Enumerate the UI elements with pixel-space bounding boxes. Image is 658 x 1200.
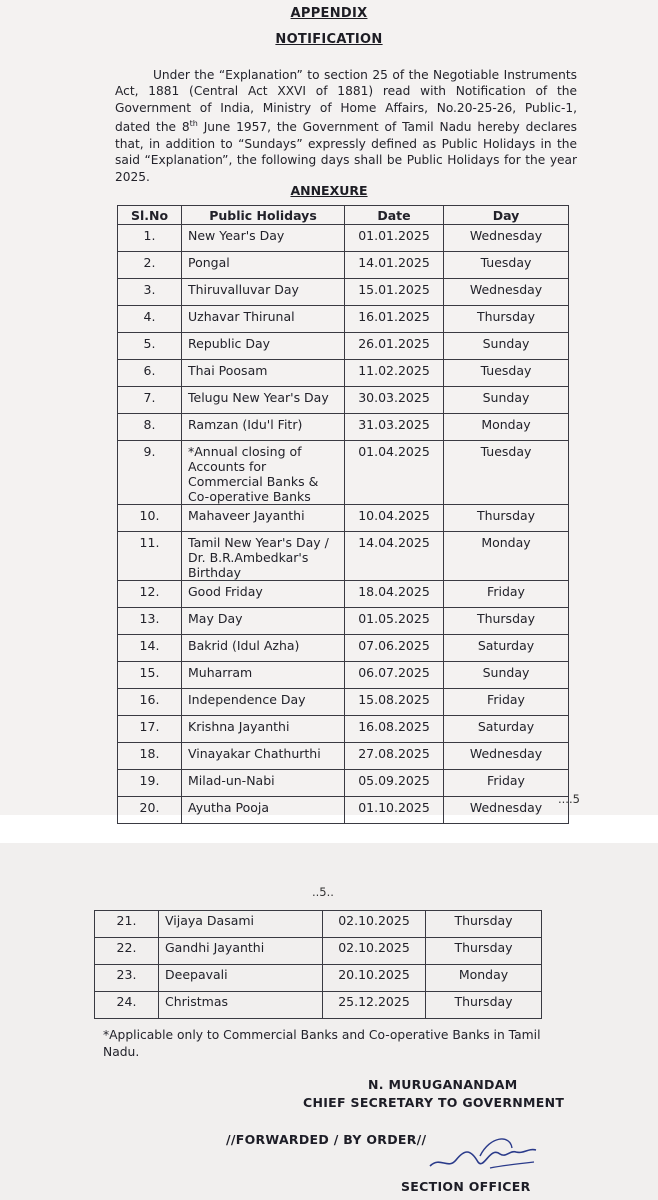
cell-holiday-name: Ramzan (Idu'l Fitr) [182, 414, 345, 441]
table-row [118, 387, 569, 414]
cell-sl-no: 14. [118, 635, 182, 662]
cell-holiday-name: Independence Day [182, 689, 345, 716]
cell-holiday-name: Krishna Jayanthi [182, 716, 345, 743]
cell-day: Monday [426, 965, 542, 992]
header-day: Day [444, 206, 569, 225]
cell-sl-no: 6. [118, 360, 182, 387]
cell-date: 15.01.2025 [345, 279, 444, 306]
table-row [118, 797, 569, 824]
cell-holiday-name: Pongal [182, 252, 345, 279]
table-row [118, 360, 569, 387]
table-row [118, 441, 569, 505]
holidays-table-page-2 [94, 910, 542, 1019]
signatory-title: CHIEF SECRETARY TO GOVERNMENT [303, 1095, 565, 1110]
cell-sl-no: 15. [118, 662, 182, 689]
table-row [118, 770, 569, 797]
cell-sl-no: 1. [118, 225, 182, 252]
footnote: *Applicable only to Commercial Banks and Co-operative Banks in Tamil Nadu. [103, 1028, 541, 1059]
cell-date: 26.01.2025 [345, 333, 444, 360]
cell-date: 27.08.2025 [345, 743, 444, 770]
annexure-heading: ANNEXURE [290, 183, 368, 198]
cell-day: Sunday [444, 387, 569, 414]
cell-date: 02.10.2025 [323, 911, 426, 938]
cell-day: Tuesday [444, 252, 569, 279]
cell-date: 02.10.2025 [323, 938, 426, 965]
cell-date: 07.06.2025 [345, 635, 444, 662]
cell-holiday-name: Tamil New Year's Day / Dr. B.R.Ambedkar's Birthday [182, 532, 345, 581]
cell-sl-no: 20. [118, 797, 182, 824]
table-row [118, 662, 569, 689]
header-sl-no: Sl.No [118, 206, 182, 225]
cell-date: 16.08.2025 [345, 716, 444, 743]
cell-sl-no: 18. [118, 743, 182, 770]
cell-date: 25.12.2025 [323, 992, 426, 1019]
cell-sl-no: 2. [118, 252, 182, 279]
cell-holiday-name: Ayutha Pooja [182, 797, 345, 824]
table-row [118, 306, 569, 333]
cell-day: Wednesday [444, 279, 569, 306]
table-row [118, 252, 569, 279]
cell-holiday-name: Good Friday [182, 581, 345, 608]
forwarded-by-order: //FORWARDED / BY ORDER// [226, 1132, 427, 1147]
cell-date: 15.08.2025 [345, 689, 444, 716]
table-row [118, 608, 569, 635]
cell-sl-no: 16. [118, 689, 182, 716]
table-row [118, 635, 569, 662]
cell-holiday-name: *Annual closing of Accounts for Commercial Banks & Co-operative Banks [182, 441, 345, 505]
table-row [118, 689, 569, 716]
table-row [95, 992, 542, 1019]
cell-date: 10.04.2025 [345, 505, 444, 532]
cell-day: Tuesday [444, 360, 569, 387]
notification-heading: NOTIFICATION [275, 32, 383, 47]
table-row [95, 911, 542, 938]
table-row [118, 279, 569, 306]
cell-date: 20.10.2025 [323, 965, 426, 992]
holidays-table-page-1 [117, 205, 569, 824]
cell-holiday-name: New Year's Day [182, 225, 345, 252]
cell-holiday-name: Vinayakar Chathurthi [182, 743, 345, 770]
cell-day: Thursday [426, 911, 542, 938]
cell-day: Thursday [444, 306, 569, 333]
table-row [118, 581, 569, 608]
table-row [118, 716, 569, 743]
cell-day: Thursday [426, 938, 542, 965]
cell-day: Friday [444, 581, 569, 608]
cell-day: Friday [444, 770, 569, 797]
notification-paragraph: Under the “Explanation” to section 25 of the Negotiable Instruments Act, 1881 (Central Act XXVI of 1881) read with Notification of the Government of India, Ministry of Home Affairs, No.20-25-26, Public-1, dated the 8th June 1957, the Government of Tamil Nadu hereby declares that, in addition to “Sundays” expressly defined as Public Holidays in the said “Explanation”, the following days shall be Public Holidays for the year 2025. [115, 68, 578, 184]
cell-sl-no: 13. [118, 608, 182, 635]
table-row [118, 743, 569, 770]
cell-sl-no: 10. [118, 505, 182, 532]
cell-holiday-name: Milad-un-Nabi [182, 770, 345, 797]
cell-sl-no: 5. [118, 333, 182, 360]
table-row [95, 965, 542, 992]
table-row [95, 938, 542, 965]
cell-holiday-name: Muharram [182, 662, 345, 689]
cell-sl-no: 9. [118, 441, 182, 505]
cell-date: 11.02.2025 [345, 360, 444, 387]
cell-date: 16.01.2025 [345, 306, 444, 333]
cell-sl-no: 22. [95, 938, 159, 965]
table-row [118, 505, 569, 532]
cell-date: 05.09.2025 [345, 770, 444, 797]
header-public-holidays: Public Holidays [182, 206, 345, 225]
cell-sl-no: 3. [118, 279, 182, 306]
cell-holiday-name: Vijaya Dasami [159, 911, 323, 938]
cell-holiday-name: Thai Poosam [182, 360, 345, 387]
table-row [118, 333, 569, 360]
page-continuation-marker: ....5 [558, 792, 580, 806]
cell-day: Wednesday [444, 797, 569, 824]
cell-day: Thursday [444, 608, 569, 635]
cell-date: 01.04.2025 [345, 441, 444, 505]
cell-holiday-name: Uzhavar Thirunal [182, 306, 345, 333]
table-row [118, 414, 569, 441]
cell-day: Thursday [426, 992, 542, 1019]
cell-holiday-name: Republic Day [182, 333, 345, 360]
cell-date: 30.03.2025 [345, 387, 444, 414]
appendix-heading: APPENDIX [290, 6, 368, 21]
cell-date: 14.01.2025 [345, 252, 444, 279]
header-date: Date [345, 206, 444, 225]
cell-sl-no: 23. [95, 965, 159, 992]
cell-sl-no: 7. [118, 387, 182, 414]
cell-sl-no: 11. [118, 532, 182, 581]
cell-date: 31.03.2025 [345, 414, 444, 441]
cell-sl-no: 4. [118, 306, 182, 333]
cell-day: Sunday [444, 662, 569, 689]
cell-sl-no: 19. [118, 770, 182, 797]
handwritten-signature [420, 1126, 550, 1186]
cell-sl-no: 21. [95, 911, 159, 938]
cell-day: Saturday [444, 716, 569, 743]
cell-date: 01.10.2025 [345, 797, 444, 824]
cell-day: Friday [444, 689, 569, 716]
cell-date: 06.07.2025 [345, 662, 444, 689]
cell-day: Saturday [444, 635, 569, 662]
signatory-name: N. MURUGANANDAM [368, 1077, 518, 1092]
cell-day: Wednesday [444, 743, 569, 770]
cell-holiday-name: Gandhi Jayanthi [159, 938, 323, 965]
section-officer-label: SECTION OFFICER [401, 1179, 531, 1194]
cell-holiday-name: Mahaveer Jayanthi [182, 505, 345, 532]
cell-day: Wednesday [444, 225, 569, 252]
cell-date: 01.01.2025 [345, 225, 444, 252]
cell-day: Monday [444, 414, 569, 441]
cell-sl-no: 17. [118, 716, 182, 743]
cell-holiday-name: Deepavali [159, 965, 323, 992]
cell-holiday-name: Thiruvalluvar Day [182, 279, 345, 306]
cell-sl-no: 8. [118, 414, 182, 441]
cell-date: 14.04.2025 [345, 532, 444, 581]
page-2-header: ..5.. [312, 885, 334, 899]
cell-day: Thursday [444, 505, 569, 532]
table-row [118, 225, 569, 252]
cell-holiday-name: Telugu New Year's Day [182, 387, 345, 414]
cell-sl-no: 24. [95, 992, 159, 1019]
table-header-row [118, 206, 569, 225]
cell-day: Monday [444, 532, 569, 581]
cell-date: 18.04.2025 [345, 581, 444, 608]
cell-holiday-name: Bakrid (Idul Azha) [182, 635, 345, 662]
cell-holiday-name: May Day [182, 608, 345, 635]
cell-date: 01.05.2025 [345, 608, 444, 635]
cell-day: Sunday [444, 333, 569, 360]
table-row [118, 532, 569, 581]
cell-sl-no: 12. [118, 581, 182, 608]
cell-day: Tuesday [444, 441, 569, 505]
cell-holiday-name: Christmas [159, 992, 323, 1019]
